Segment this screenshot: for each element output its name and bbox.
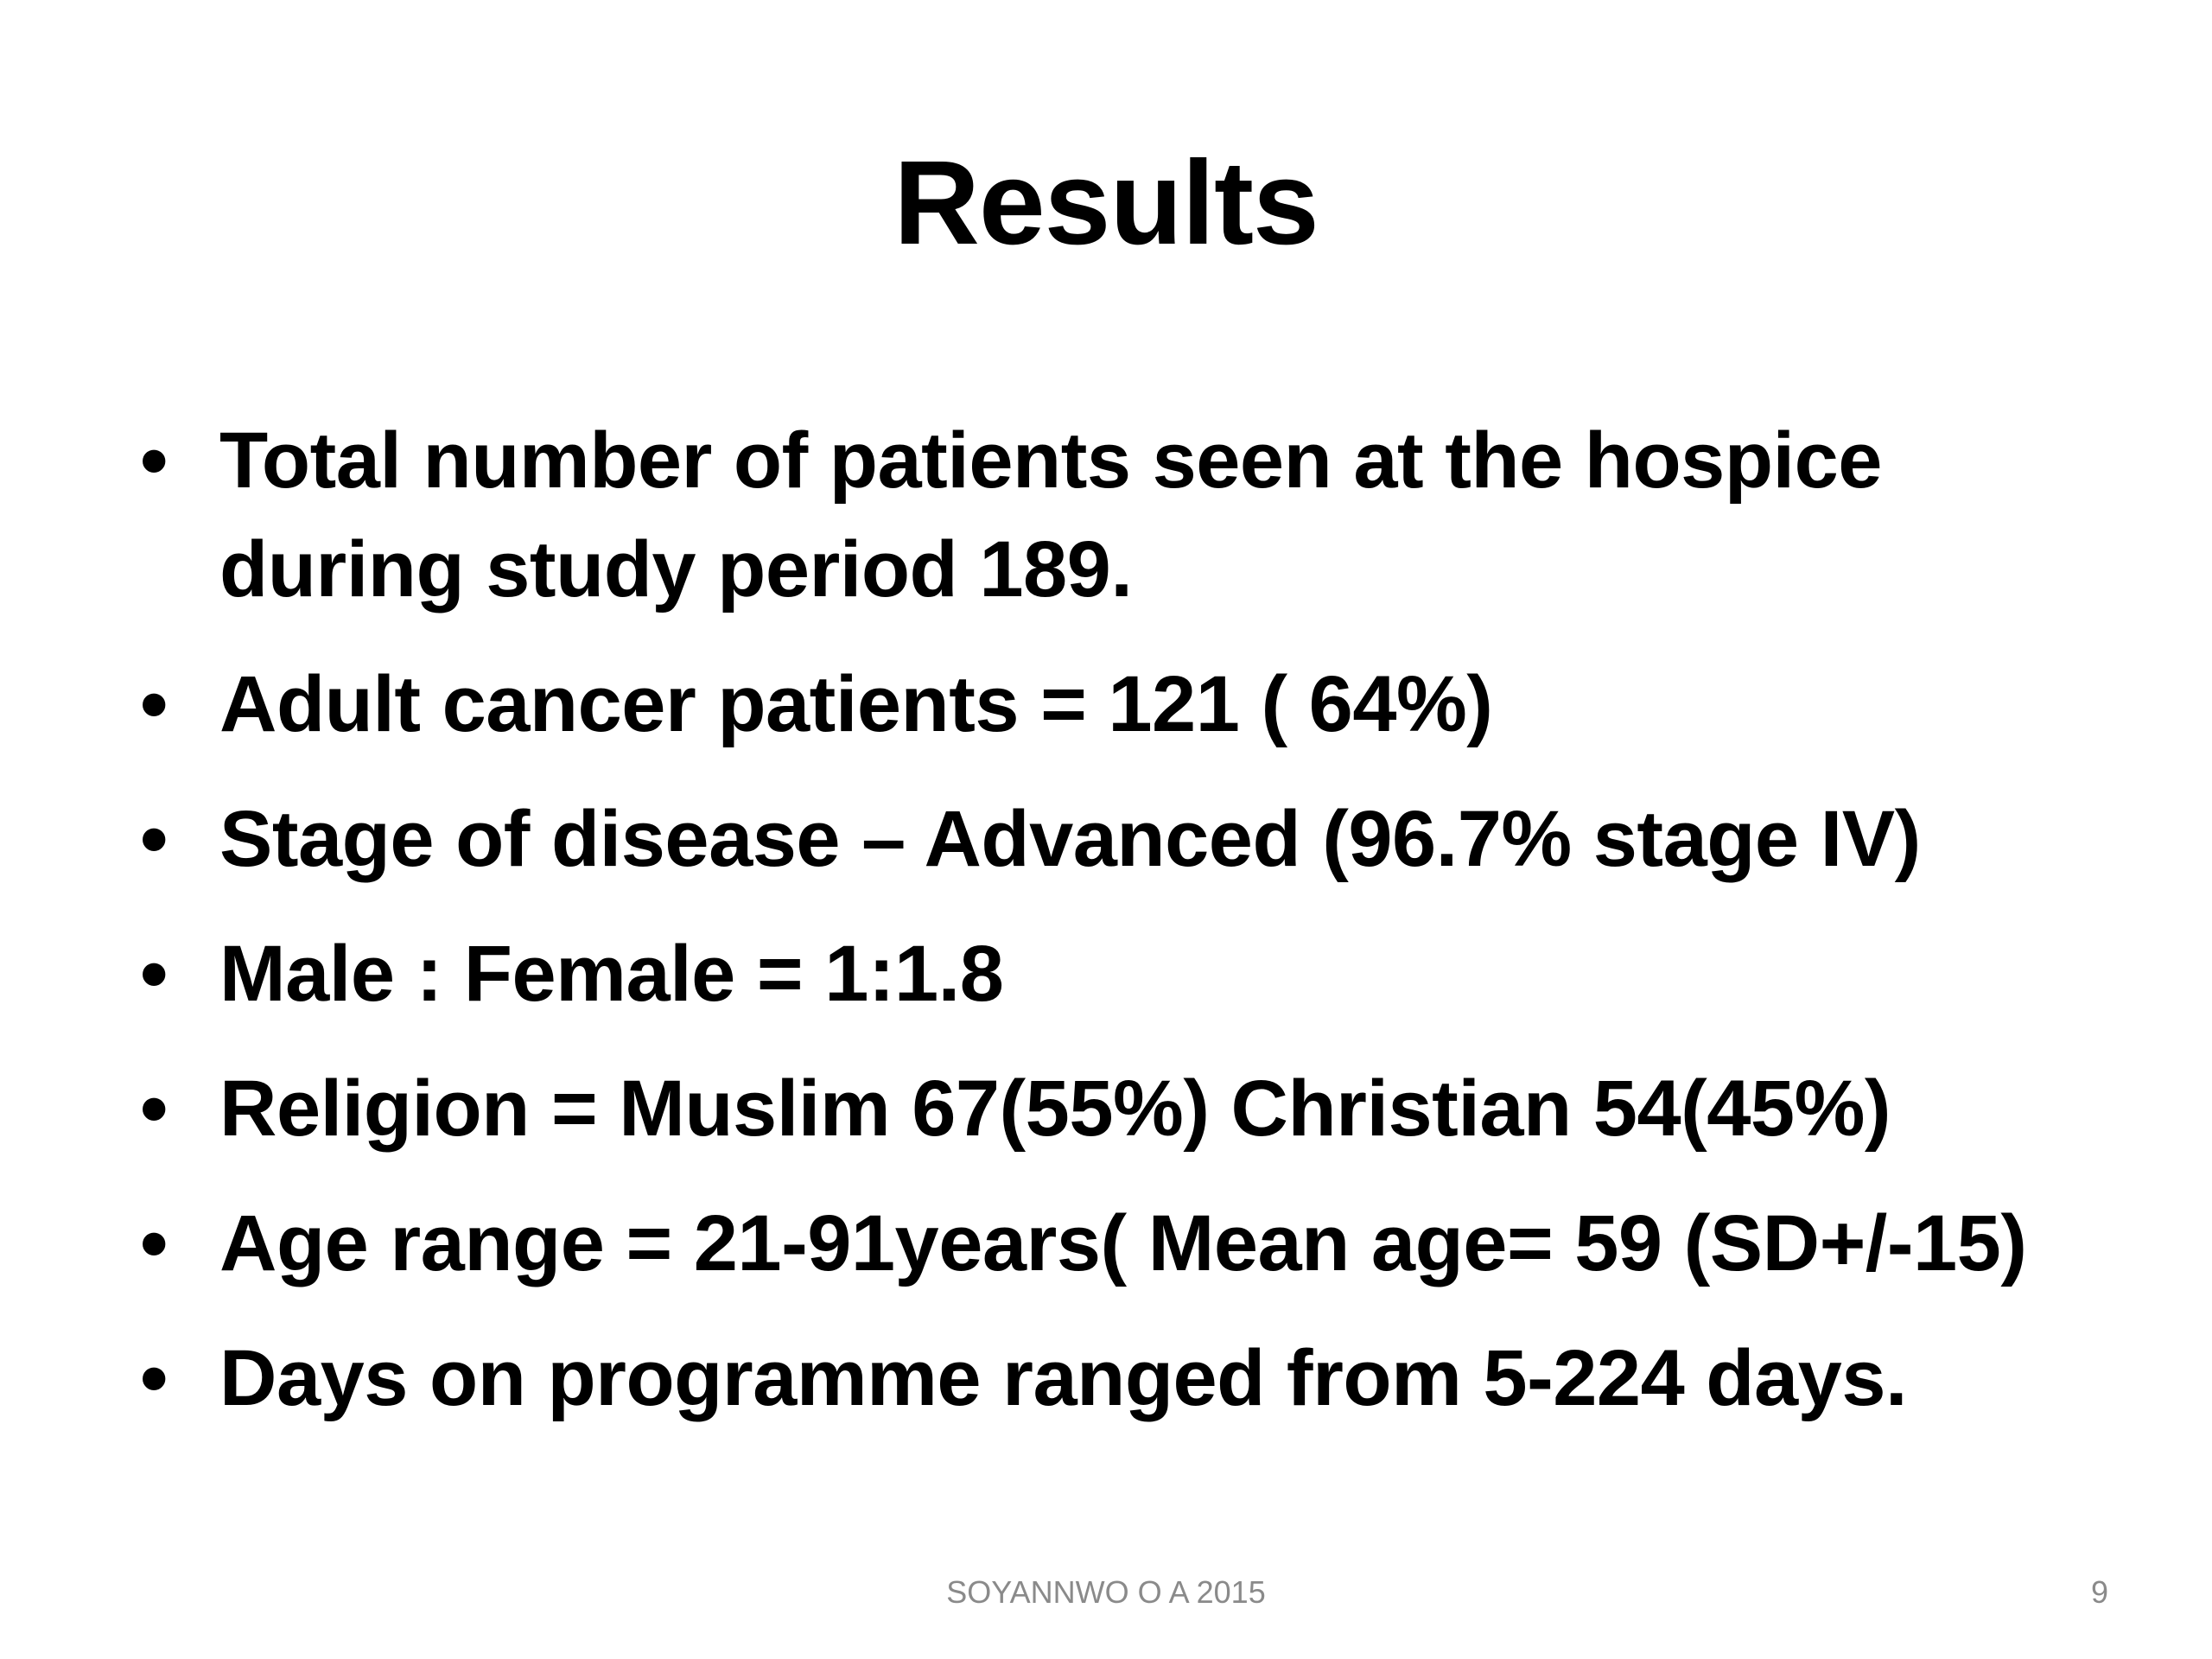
bullet-text: Days on programme ranged from 5-224 days.: [219, 1334, 1908, 1422]
bullet-dot-icon: •: [140, 416, 168, 505]
slide-title: Results: [893, 137, 1319, 270]
bullet-dot-icon: •: [140, 795, 168, 883]
bullet-dot-icon: •: [140, 1065, 168, 1153]
bullet-text: Total number of patients seen at the hospice during study period 189.: [219, 416, 1882, 613]
bullet-item: [130, 1324, 2117, 1433]
bullet-item: [130, 1054, 2117, 1163]
bullet-dot-icon: •: [140, 660, 168, 748]
bullet-text: Adult cancer patients = 121 ( 64%): [219, 660, 1493, 748]
bullet-dot-icon: •: [140, 930, 168, 1018]
bullet-text: Stage of disease – Advanced (96.7% stage IV): [219, 795, 1921, 883]
bullet-text: Male : Female = 1:1.8: [219, 930, 1004, 1018]
bullet-item: [130, 919, 2117, 1028]
bullet-dot-icon: •: [140, 1199, 168, 1287]
bullet-item: [130, 1189, 2117, 1298]
footer-page-number: 9: [2090, 1574, 2108, 1610]
bullet-text: Religion = Muslim 67(55%) Christian 54(45%): [219, 1065, 1891, 1153]
bullet-item: [130, 406, 2117, 624]
bullet-item: [130, 650, 2117, 759]
bullet-text: Age range = 21-91years( Mean age= 59 (SD+/-15): [219, 1199, 2027, 1287]
bullet-dot-icon: •: [140, 1334, 168, 1422]
bullet-list: [130, 406, 2117, 1459]
footer-author: SOYANNWO O A 2015: [946, 1574, 1266, 1610]
bullet-item: [130, 785, 2117, 893]
